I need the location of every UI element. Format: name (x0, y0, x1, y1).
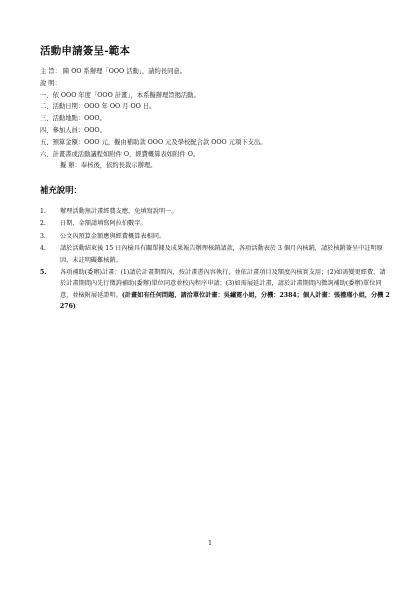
memo-item: 四、參加人員：OOO。 (40, 126, 106, 134)
list-item (40, 243, 390, 266)
list-item-text: 辦理活動無計畫經費支應，免填寫說明一。 (60, 208, 178, 215)
memo-item: 六、計畫書或活動議程如附件 O，經費概算表如附件 O。 (40, 150, 200, 158)
memo-item: 二、活動日期：OOO 年 OO 月 OO 日。 (40, 103, 156, 111)
page-number: 1 (208, 540, 212, 547)
document-title: 活動申請簽呈-範本 (40, 45, 131, 57)
list-item (40, 206, 390, 217)
list-item (40, 267, 390, 313)
list-item-text (60, 267, 390, 313)
memo-item: 五、預算金額：OOO 元，擬由補助款 OOO 元及學校配合款 OOO 元項下支出。 (40, 138, 267, 146)
list-item-number: 3. (40, 232, 46, 240)
supplement-list (40, 206, 390, 314)
list-item-text: 請於活動結束後 15 日內檢具有關單據及成果報告辦理核銷請款，各項活動表於 3 個月內核銷，請於核銷簽呈中註明原因，未註明礙難核銷。 (60, 245, 383, 264)
memo-subject: 主 旨： 陳 OO 系辦理「OOO 活動」，請約長同意。 (40, 68, 187, 75)
memo-item: 三、活動地點：OOO。 (40, 115, 106, 123)
memo-section (40, 66, 400, 172)
list-item (40, 218, 390, 229)
list-item-number: 1. (40, 208, 46, 215)
memo-item: 一、依 OOO 年度「OOO 計畫」，本系擬辦理旨揭活動。 (40, 91, 200, 99)
memo-proposal: 擬 辦：奉核後，依約長裁示辦理。 (60, 162, 157, 170)
list-item-number: 4. (40, 245, 46, 253)
list-item-number: 2. (40, 220, 46, 228)
list-item-text: 日期、金額請填寫阿拉伯數字。 (60, 220, 147, 228)
memo-explain-label: 說 明： (40, 79, 61, 87)
supplement-title: 補充說明： (40, 185, 82, 195)
list-item-text: 公文內預算金額應與經費概算表相同。 (60, 232, 166, 240)
contact-note: (計畫如有任何問題，請洽單位計畫：吳繡霓小姐，分機：2384；個人計畫：張禮瑾小姐，分機 2276) (60, 291, 390, 311)
list-item (40, 231, 390, 242)
list-item-body: 各項補助(委辦)計畫：(1)請於計畫期間內，按計畫書內容執行，並依計畫項目及額度內核實支用；(2)如需變更經費，請於計畫期間內先行徵詢補助(委辦)單位同意並校內程序申請；(3)如需展延計畫，請於計畫期間內徵詢補助(委辦)單位同意，並檢附展延證明。 (60, 269, 386, 299)
list-item-number: 5. (40, 269, 47, 277)
